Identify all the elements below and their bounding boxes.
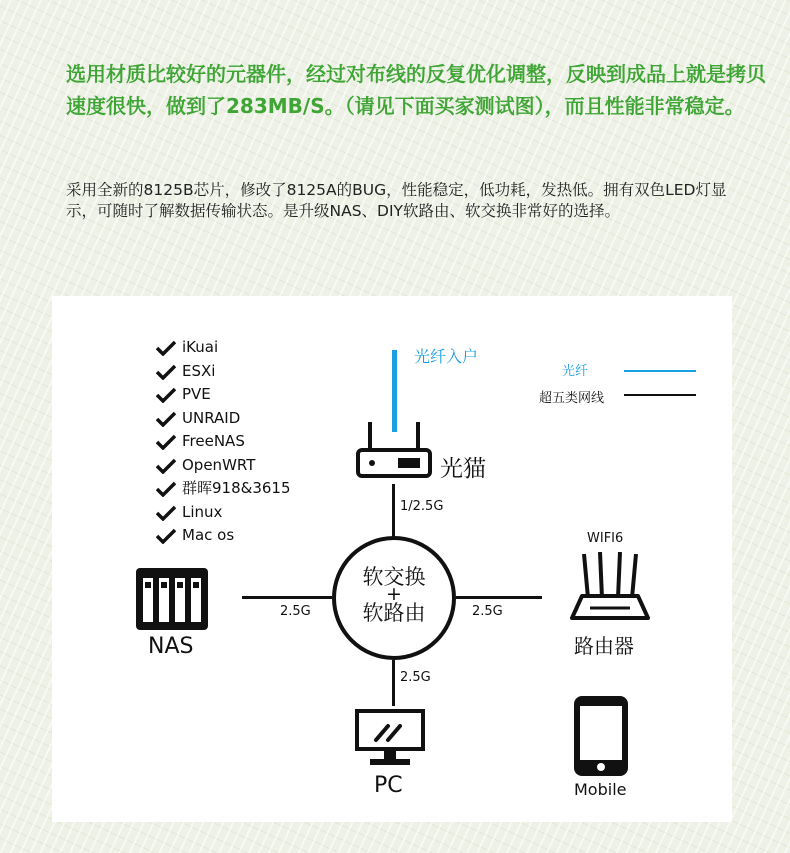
legend-fiber-label: 光纤 [562,364,589,379]
hub-plus: + [386,583,402,605]
checklist-item-label: OpenWRT [182,455,256,474]
checklist-item [156,430,291,454]
mobile-label: Mobile [574,780,627,799]
legend-cat5e-line [624,394,696,396]
check-icon [156,364,176,380]
check-icon [156,340,176,356]
router-speed-label: 2.5G [472,604,503,619]
nas-icon [136,568,208,630]
checklist-item-label: iKuai [182,338,219,356]
checklist-item [156,360,291,384]
modem-hub-line [392,484,395,538]
modem-label: 光猫 [440,456,486,482]
checklist-item [156,524,291,548]
checklist-item [156,454,291,478]
checklist-item [156,336,291,360]
modem-speed-label: 1/2.5G [400,499,444,514]
checklist-item [156,407,291,431]
wifi6-label: WIFI6 [587,531,624,546]
checklist-item-label: UNRAID [182,408,241,427]
check-icon [156,481,176,497]
checklist-item-label: PVE [182,385,211,403]
nas-label: NAS [148,634,194,659]
checklist-item-label: FreeNAS [182,432,245,450]
checklist-item-label: Mac os [182,526,235,544]
checklist-item [156,383,291,407]
check-icon [156,458,176,474]
description: 采用全新的8125B芯片，修改了8125A的BUG，性能稳定，低功耗，发热低。拥有双色LED灯显示，可随时了解数据传输状态。是升级NAS、DIY软路由、软交换非常好的选择。 [66,181,727,220]
pc-speed-label: 2.5G [400,670,431,685]
hub-line-2: 软路由 [362,601,426,625]
nas-speed-label: 2.5G [280,604,311,619]
check-icon [156,434,176,450]
check-icon [156,505,176,521]
nas-hub-line [242,596,332,599]
os-checklist [156,336,291,548]
mobile-icon [574,696,628,776]
router-hub-line [456,596,542,599]
checklist-item-label: 群晖918&3615 [182,479,291,497]
headline: 选用材质比较好的元器件，经过对布线的反复优化调整，反映到成品上就是拷贝速度很快，做到了283MB/S。（请见下面买家测试图），而且性能非常稳定。 [66,62,766,118]
pc-icon [354,708,426,768]
checklist-item-label: Linux [182,502,223,521]
checklist-item-label: ESXi [182,361,216,380]
modem-icon [354,420,434,482]
check-icon [156,411,176,427]
network-diagram-panel [52,296,732,822]
check-icon [156,387,176,403]
check-icon [156,528,176,544]
router-label: 路由器 [574,634,634,658]
pc-hub-line [392,660,395,706]
hub-line-1: 软交换 [362,565,426,589]
checklist-item [156,477,291,501]
legend-fiber-line [624,370,696,372]
checklist-item [156,501,291,525]
router-icon [568,552,652,624]
fiber-in-label: 光纤入户 [414,347,479,366]
pc-label: PC [374,773,403,798]
legend-cat5e-label: 超五类网线 [539,391,605,406]
